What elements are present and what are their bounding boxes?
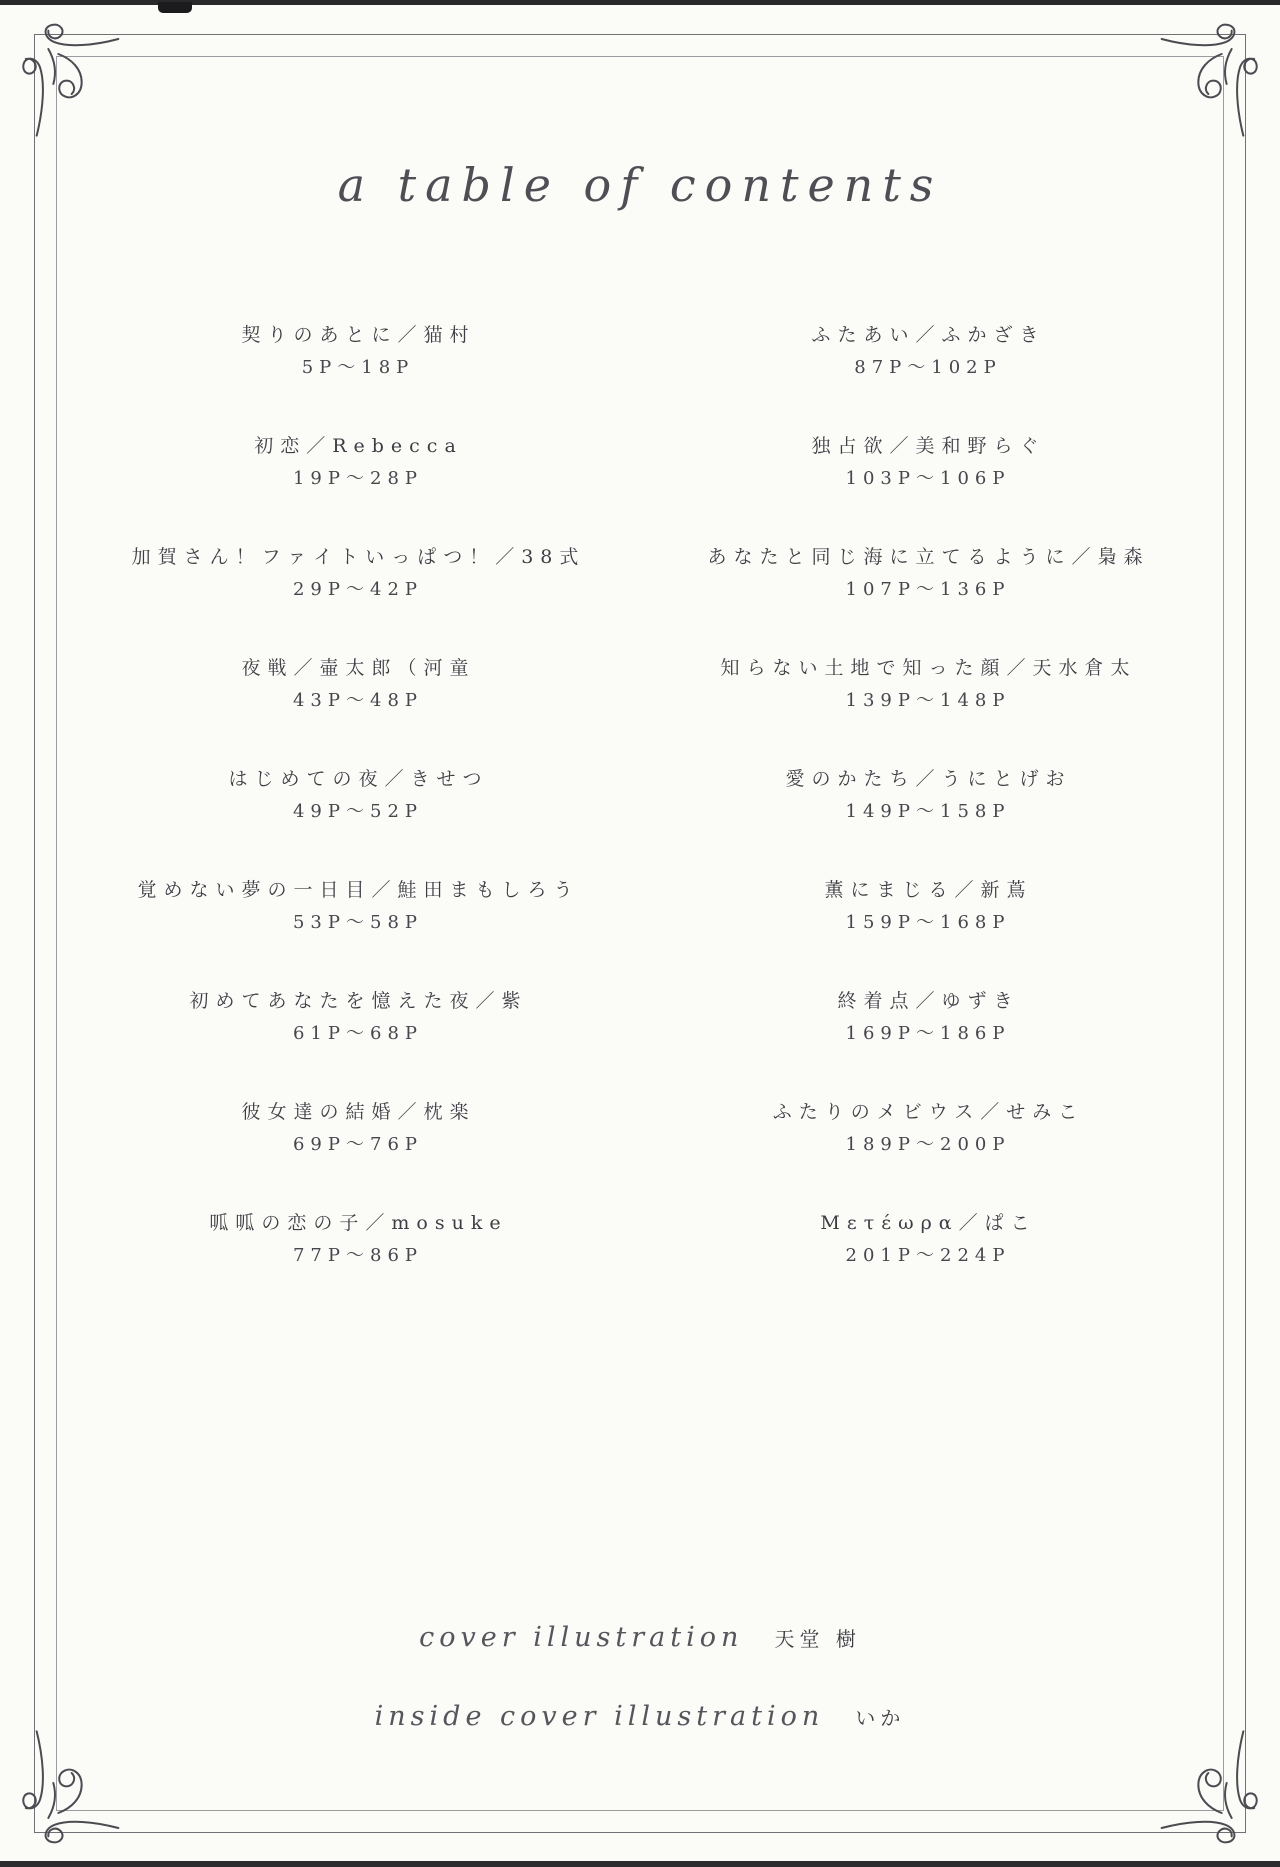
entry-pages: 77P〜86P bbox=[292, 1245, 424, 1266]
entry-pages: 107P〜136P bbox=[845, 579, 1011, 600]
entry-title: 終着点／ゆずき bbox=[837, 990, 1020, 1012]
credit-name: いか bbox=[855, 1706, 906, 1730]
entry-pages: 139P〜148P bbox=[845, 690, 1011, 711]
entry-title: 覚めない夢の一日目／鮭田まもしろう bbox=[137, 879, 580, 901]
entry-pages: 201P〜224P bbox=[845, 1245, 1011, 1266]
entry-title: 初恋／Rebecca bbox=[254, 435, 463, 457]
corner-flourish-top-right bbox=[1160, 20, 1260, 138]
entry-pages: 19P〜28P bbox=[292, 468, 424, 489]
toc-entry bbox=[640, 992, 1210, 1103]
entry-title: 独占欲／美和野らぐ bbox=[811, 435, 1046, 457]
entry-pages: 49P〜52P bbox=[292, 801, 424, 822]
entry-pages: 5P〜18P bbox=[301, 357, 415, 378]
entry-pages: 169P〜186P bbox=[845, 1023, 1011, 1044]
toc-entry bbox=[70, 770, 640, 881]
toc-entry bbox=[640, 770, 1210, 881]
entry-title: ふたあい／ふかざき bbox=[811, 324, 1046, 346]
toc-entry bbox=[70, 548, 640, 659]
entry-pages: 103P〜106P bbox=[845, 468, 1011, 489]
entry-pages: 189P〜200P bbox=[845, 1134, 1011, 1155]
entry-pages: 69P〜76P bbox=[292, 1134, 424, 1155]
toc-entry bbox=[640, 1214, 1210, 1325]
entry-title: 愛のかたち／うにとげお bbox=[785, 768, 1072, 790]
toc-entry bbox=[640, 659, 1210, 770]
credits bbox=[0, 1622, 1280, 1780]
toc-entry bbox=[640, 1103, 1210, 1214]
toc-entry bbox=[70, 659, 640, 770]
entry-pages: 149P〜158P bbox=[845, 801, 1011, 822]
toc-entry bbox=[640, 437, 1210, 548]
entry-title: 加賀さん！ファイトいっぱつ！／38式 bbox=[131, 546, 586, 568]
inside-cover-illustration-credit bbox=[0, 1701, 1280, 1732]
scan-edge-top bbox=[0, 0, 1280, 5]
toc-entry bbox=[640, 548, 1210, 659]
entry-title: Mετέωρα／ぱこ bbox=[820, 1212, 1037, 1234]
entry-title: 契りのあとに／猫村 bbox=[241, 324, 476, 346]
entry-title: 薫にまじる／新蔦 bbox=[824, 879, 1033, 901]
toc-entry bbox=[70, 881, 640, 992]
toc-entry bbox=[70, 992, 640, 1103]
entry-title: 呱呱の恋の子／mosuke bbox=[209, 1212, 508, 1234]
entry-title: はじめての夜／きせつ bbox=[228, 768, 489, 790]
credit-role: inside cover illustration bbox=[374, 1701, 825, 1732]
entry-pages: 29P〜42P bbox=[292, 579, 424, 600]
toc-entry bbox=[640, 326, 1210, 437]
credit-role: cover illustration bbox=[419, 1622, 744, 1653]
entry-pages: 43P〜48P bbox=[292, 690, 424, 711]
entry-pages: 53P〜58P bbox=[292, 912, 424, 933]
toc-entry bbox=[70, 1103, 640, 1214]
entry-pages: 87P〜102P bbox=[854, 357, 1002, 378]
entry-title: 知らない土地で知った顔／天水倉太 bbox=[720, 657, 1137, 679]
toc-grid bbox=[70, 326, 1210, 1325]
entry-pages: 61P〜68P bbox=[292, 1023, 424, 1044]
scan-edge-bottom bbox=[0, 1861, 1280, 1867]
toc-entry bbox=[640, 881, 1210, 992]
entry-title: 夜戦／壷太郎（河童 bbox=[241, 657, 476, 679]
corner-flourish-top-left bbox=[20, 20, 120, 138]
cover-illustration-credit bbox=[0, 1622, 1280, 1653]
entry-title: あなたと同じ海に立てるように／梟森 bbox=[707, 546, 1150, 568]
entry-title: 初めてあなたを憶えた夜／紫 bbox=[189, 990, 528, 1012]
scan-edge-blob bbox=[158, 2, 192, 13]
entry-title: 彼女達の結婚／枕楽 bbox=[241, 1101, 476, 1123]
page-title: a table of contents bbox=[337, 158, 943, 212]
toc-entry bbox=[70, 437, 640, 548]
entry-pages: 159P〜168P bbox=[845, 912, 1011, 933]
entry-title: ふたりのメビウス／せみこ bbox=[772, 1101, 1085, 1123]
toc-entry bbox=[70, 326, 640, 437]
credit-name: 天堂 樹 bbox=[774, 1627, 861, 1651]
toc-entry bbox=[70, 1214, 640, 1325]
